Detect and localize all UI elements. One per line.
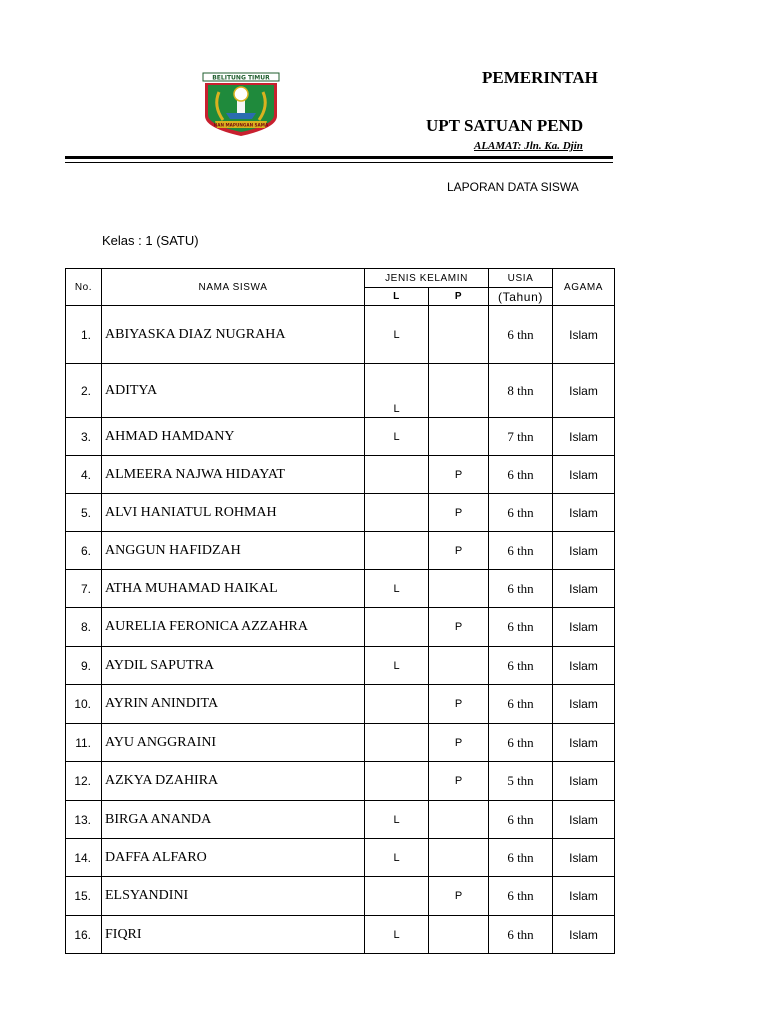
gender-male-mark: L [365,801,429,839]
table-row [66,839,615,877]
student-name: ALVI HANIATUL ROHMAH [102,494,365,532]
row-number: 6. [66,532,102,570]
student-name: AYRIN ANINDITA [102,685,365,724]
row-number: 15. [66,877,102,916]
row-number: 10. [66,685,102,724]
gender-female-mark: P [429,762,489,801]
student-religion: Islam [553,916,615,954]
gender-male-mark: L [365,916,429,954]
gender-female-mark [429,839,489,877]
row-number: 13. [66,801,102,839]
student-age: 8 thn [489,364,553,418]
table-row [66,724,615,762]
student-age: 6 thn [489,306,553,364]
row-number: 16. [66,916,102,954]
table-row [66,608,615,647]
student-name: ADITYA [102,364,365,418]
student-name: ANGGUN HAFIDZAH [102,532,365,570]
table-row [66,364,615,418]
table-row [66,570,615,608]
student-name: AHMAD HAMDANY [102,418,365,456]
row-number: 11. [66,724,102,762]
row-number: 12. [66,762,102,801]
gender-male-mark: L [365,418,429,456]
header-age: USIA [489,269,553,288]
gender-female-mark [429,570,489,608]
row-number: 8. [66,608,102,647]
header-age-unit: (Tahun) [489,288,553,306]
school-address: ALAMAT: Jln. Ka. Djin [474,140,583,152]
student-religion: Islam [553,418,615,456]
gender-male-mark [365,494,429,532]
letterhead-divider-thin [65,162,613,163]
regency-logo [200,72,282,138]
table-row [66,532,615,570]
report-title: LAPORAN DATA SISWA [447,180,579,194]
gender-male-mark: L [365,839,429,877]
row-number: 4. [66,456,102,494]
row-number: 14. [66,839,102,877]
student-religion: Islam [553,647,615,685]
table-row [66,494,615,532]
table-row [66,762,615,801]
student-age: 6 thn [489,494,553,532]
student-name: BIRGA ANANDA [102,801,365,839]
logo-top-text: BELITUNG TIMUR [212,74,270,82]
student-age: 6 thn [489,839,553,877]
letterhead-divider-thick [65,156,613,159]
header-religion: AGAMA [553,269,615,306]
gender-female-mark [429,306,489,364]
student-name: ATHA MUHAMAD HAIKAL [102,570,365,608]
row-number: 5. [66,494,102,532]
student-name: ABIYASKA DIAZ NUGRAHA [102,306,365,364]
student-name: AYU ANGGRAINI [102,724,365,762]
student-religion: Islam [553,724,615,762]
gender-female-mark: P [429,532,489,570]
student-religion: Islam [553,570,615,608]
student-religion: Islam [553,532,615,570]
student-age: 6 thn [489,532,553,570]
gender-female-mark [429,418,489,456]
row-number: 7. [66,570,102,608]
student-religion: Islam [553,877,615,916]
student-name: AYDIL SAPUTRA [102,647,365,685]
student-religion: Islam [553,685,615,724]
student-religion: Islam [553,608,615,647]
row-number: 1. [66,306,102,364]
student-age: 6 thn [489,916,553,954]
table-row [66,456,615,494]
header-gender: JENIS KELAMIN [365,269,489,288]
student-religion: Islam [553,762,615,801]
gender-female-mark [429,916,489,954]
student-age: 6 thn [489,724,553,762]
student-age: 6 thn [489,685,553,724]
gender-male-mark: L [365,647,429,685]
student-age: 6 thn [489,877,553,916]
gender-female-mark [429,647,489,685]
student-name: AURELIA FERONICA AZZAHRA [102,608,365,647]
student-age: 6 thn [489,647,553,685]
header-male: L [365,288,429,306]
student-name: FIQRI [102,916,365,954]
government-heading: PEMERINTAH [482,68,598,87]
table-row [66,916,615,954]
student-name: DAFFA ALFARO [102,839,365,877]
gender-female-mark: P [429,608,489,647]
gender-male-mark [365,608,429,647]
student-religion: Islam [553,306,615,364]
gender-male-mark [365,762,429,801]
student-age: 6 thn [489,801,553,839]
gender-male-mark [365,877,429,916]
student-religion: Islam [553,801,615,839]
gender-female-mark [429,801,489,839]
student-age: 5 thn [489,762,553,801]
student-age: 6 thn [489,608,553,647]
student-religion: Islam [553,364,615,418]
student-religion: Islam [553,456,615,494]
row-number: 9. [66,647,102,685]
student-age: 6 thn [489,456,553,494]
logo-ribbon-text: NAN MAPUNGAN SAMA [213,122,269,128]
table-row [66,647,615,685]
gender-female-mark: P [429,456,489,494]
row-number: 2. [66,364,102,418]
student-name: ELSYANDINI [102,877,365,916]
student-name: ALMEERA NAJWA HIDAYAT [102,456,365,494]
header-no: No. [66,269,102,306]
gender-female-mark: P [429,877,489,916]
regency-emblem-icon [200,72,282,138]
gender-male-mark: L [365,364,429,418]
student-age: 7 thn [489,418,553,456]
gender-male-mark: L [365,570,429,608]
student-data-table [65,268,615,954]
row-number: 3. [66,418,102,456]
gender-male-mark [365,456,429,494]
student-age: 6 thn [489,570,553,608]
class-label: Kelas : 1 (SATU) [102,233,199,248]
table-row [66,306,615,364]
gender-male-mark [365,532,429,570]
gender-female-mark [429,364,489,418]
gender-female-mark: P [429,494,489,532]
table-row [66,877,615,916]
student-religion: Islam [553,494,615,532]
header-female: P [429,288,489,306]
table-row [66,801,615,839]
header-student-name: NAMA SISWA [102,269,365,306]
school-unit-heading: UPT SATUAN PEND [426,116,584,135]
gender-female-mark: P [429,685,489,724]
gender-male-mark [365,685,429,724]
student-religion: Islam [553,839,615,877]
gender-female-mark: P [429,724,489,762]
gender-male-mark: L [365,306,429,364]
table-row [66,685,615,724]
table-row [66,418,615,456]
student-name: AZKYA DZAHIRA [102,762,365,801]
gender-male-mark [365,724,429,762]
